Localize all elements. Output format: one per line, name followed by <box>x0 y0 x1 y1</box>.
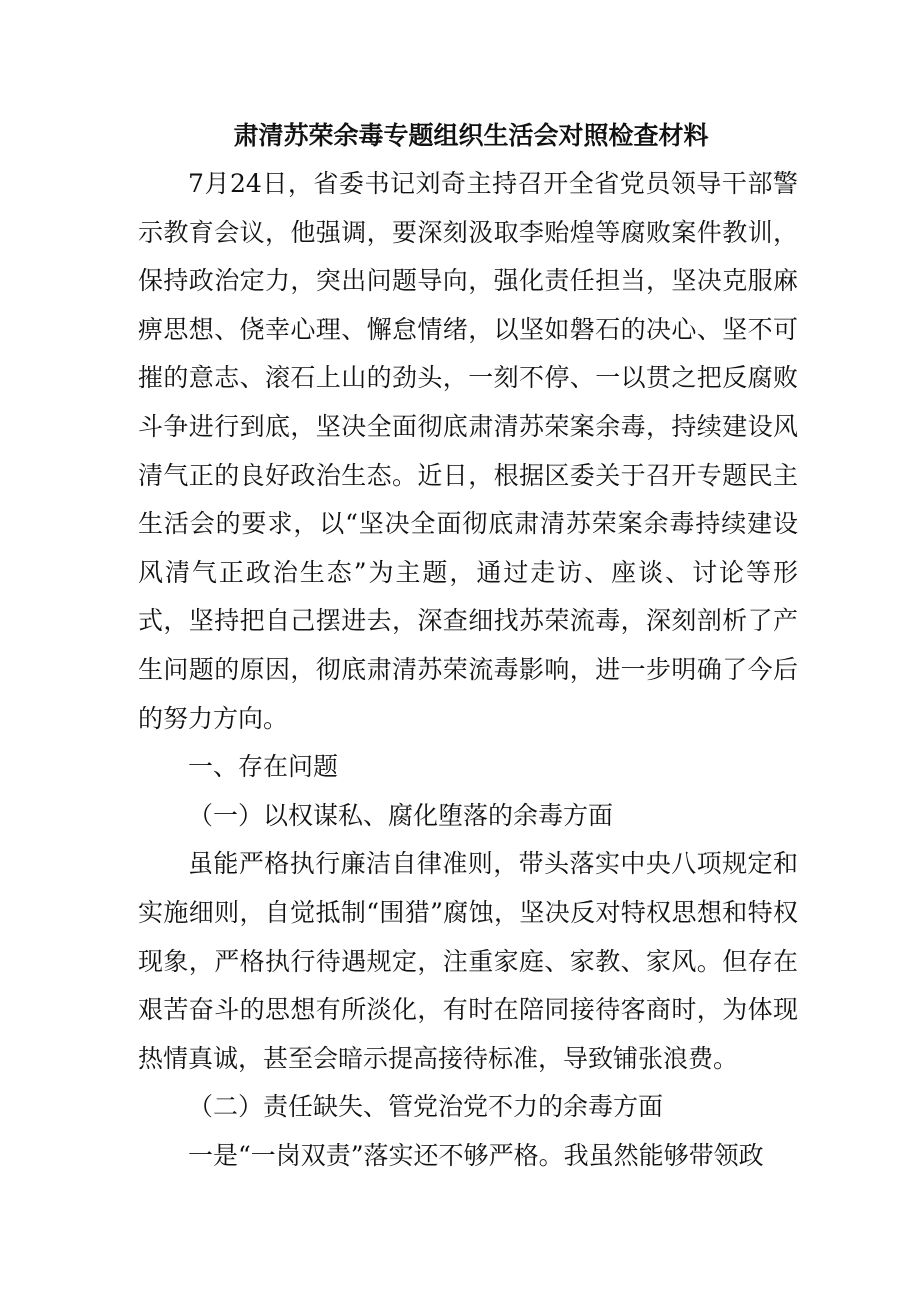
subsection-heading-1: （一）以权谋私、腐化堕落的余毒方面 <box>188 800 614 830</box>
body-paragraph-1: 虽能严格执行廉洁自律准则，带头落实中央八项规定和实施细则，自觉抵制“围猎”腐蚀，坚决反对特权思想和特权现象，严格执行待遇规定，注重家庭、家教、家风。但存在艰苦奋斗的思想有所淡化，有时在陪同接待客商时，为体现热情真诚，甚至会暗示提高接待标准，导致铺张浪费。 <box>138 849 798 1073</box>
intro-paragraph: 7月24日，省委书记刘奇主持召开全省党员领导干部警示教育会议，他强调，要深刻汲取李贻煌等腐败案件教训，保持政治定力，突出问题导向，强化责任担当，坚决克服麻痹思想、侥幸心理、懈怠情绪，以坚如磐石的决心、坚不可摧的意志、滚石上山的劲头，一刻不停、一以贯之把反腐败斗争进行到底，坚决全面彻底肃清苏荣案余毒，持续建设风清气正的良好政治生态。近日，根据区委关于召开专题民主生活会的要求，以“坚决全面彻底肃清苏荣案余毒持续建设风清气正政治生态”为主题，通过走访、座谈、讨论等形式，坚持把自己摆进去，深查细找苏荣流毒，深刻剖析了产生问题的原因，彻底肃清苏荣流毒影响，进一步明确了今后的努力方向。 <box>138 169 798 733</box>
document-title: 肃清苏荣余毒专题组织生活会对照检查材料 <box>233 121 709 150</box>
subsection-heading-2: （二）责任缺失、管党治党不力的余毒方面 <box>188 1092 664 1122</box>
section-heading-problems: 一、存在问题 <box>188 752 339 782</box>
document-page <box>138 112 798 1180</box>
body-paragraph-2: 一是“一岗双责”落实还不够严格。我虽然能够带领政 <box>188 1140 764 1170</box>
